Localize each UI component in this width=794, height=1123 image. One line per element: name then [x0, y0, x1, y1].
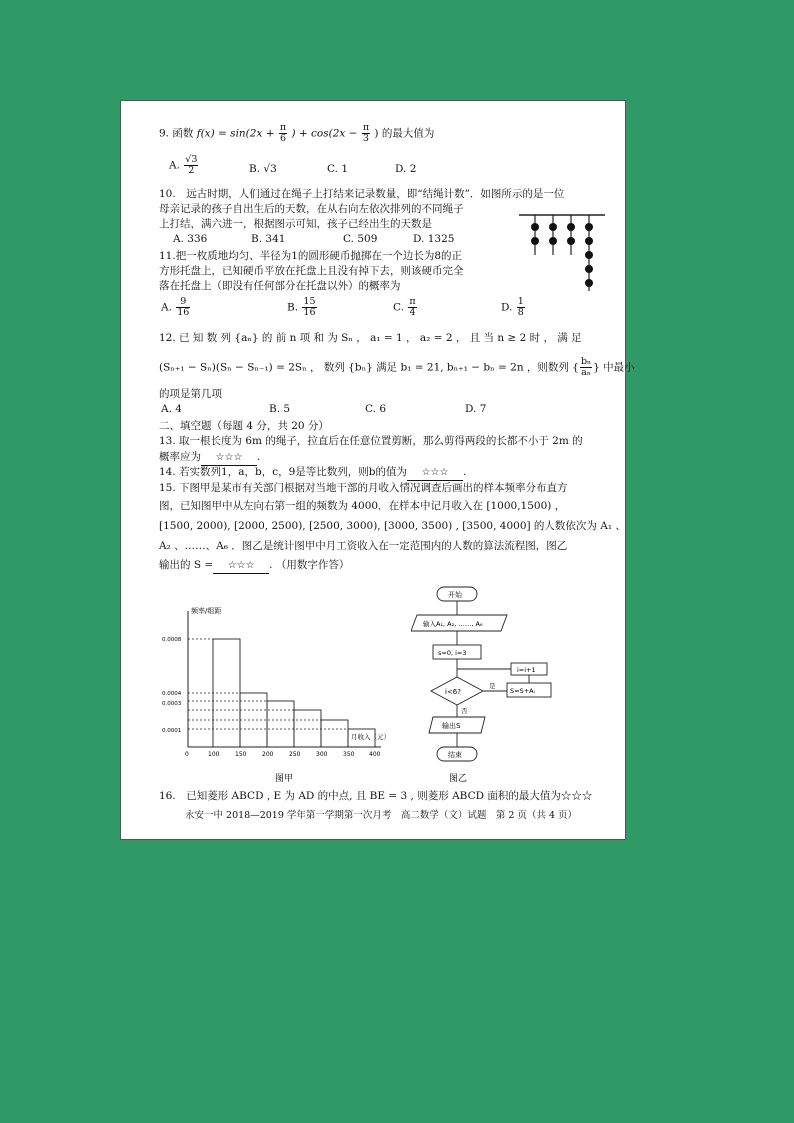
flowchart-figure — [411, 579, 581, 791]
flow-start-label: 开始 — [448, 591, 462, 599]
q10-option-c: C. 509 — [343, 233, 378, 245]
q9-function: f(x) = sin(2x + — [196, 127, 275, 140]
q15-line-4: A₂ 、……、A₆ ．图乙是统计图甲中月工资收入在一定范围内的人数的算法流程图，图乙 — [159, 540, 568, 552]
y-tick-2: 0.0004 — [162, 691, 182, 697]
y-tick-1: 0.0008 — [162, 637, 182, 643]
q10-line-3: 上打结，满六进一，根据图示可知，孩子已经出生的天数是 — [159, 218, 432, 230]
q10-line-2: 母亲记录的孩子自出生后的天数，在从右向左依次排列的不同绳子 — [159, 203, 464, 215]
flow-yes-label: 是 — [489, 682, 496, 690]
q12-option-b: B. 5 — [269, 403, 291, 415]
histogram-bar-5 — [321, 720, 348, 747]
q9-option-d: D. 2 — [395, 163, 417, 175]
flow-input-label: 输入A₁, A₂, ……, A₆ — [423, 620, 483, 628]
histogram-y-label: 频率/组距 — [191, 607, 222, 615]
y-tick-3: 0.0003 — [162, 701, 182, 707]
q10-option-a: A. 336 — [173, 233, 208, 245]
x-tick-7: 350 — [343, 751, 355, 758]
histogram-caption: 图甲 — [275, 774, 294, 784]
histogram-figure — [151, 601, 391, 791]
q15-line-2: 图，已知图甲中从左向右第一组的频数为 4000．在样本中记月收入在 [1000,1500) ， — [159, 500, 566, 512]
flow-output-label: 输出S — [442, 722, 461, 730]
section-2-heading: 二、填空题（每题 4 分，共 20 分） — [159, 420, 329, 432]
q13-line-2: 概率应为 ☆☆☆ . — [159, 450, 260, 466]
q12-line-1: 12. 已 知 数 列 {aₙ} 的 前 n 项 和 为 Sₙ ， a₁ = 1 ， a₂ = 2 ， 且 当 n ≥ 2 时 ， 满 足 — [159, 332, 582, 344]
flow-end-label: 结束 — [448, 751, 462, 759]
y-tick-4: 0.0001 — [162, 728, 182, 734]
q15-answer-blank: ☆☆☆ — [213, 559, 269, 574]
x-tick-1: 0 — [185, 751, 189, 758]
histogram-x-label: 月收入（元） — [351, 733, 390, 741]
q12-option-a: A. 4 — [161, 403, 182, 415]
q9-fraction-pi6: $\frac{\pi}{6}$ — [279, 122, 287, 144]
q9-suffix: ) 的最大值为 — [374, 127, 435, 140]
histogram-bar-4 — [294, 710, 321, 747]
q9-function-mid: ) + cos(2x − — [291, 127, 358, 140]
flow-condition-label: i<6? — [445, 688, 461, 696]
question-16: 16. 已知菱形 ABCD , E 为 AD 的中点, 且 BE = 3 , 则菱形 ABCD 面积的最大值为☆☆☆ — [159, 790, 593, 802]
question-9 — [159, 123, 434, 144]
q9-prefix: 9. 函数 — [159, 127, 194, 140]
q9-option-b: B. √3 — [249, 163, 277, 175]
q11-line-1: 11.把一枚质地均匀、半径为1的圆形硬币抛掷在一个边长为8的正 — [159, 250, 463, 262]
q10-option-d: D. 1325 — [413, 233, 455, 245]
q11-line-2: 方形托盘上，已知硬币平放在托盘上且没有掉下去，则该硬币完全 — [159, 265, 464, 277]
q11-line-3: 落在托盘上（即没有任何部分在托盘以外）的概率为 — [159, 280, 401, 292]
q10-option-b: B. 341 — [251, 233, 286, 245]
question-14: 14. 若实数列1，a，b，c，9是等比数列，则b的值为 ☆☆☆ . — [159, 465, 466, 481]
q12-line-2: (Sₙ₊₁ − Sₙ)(Sₙ − Sₙ₋₁) = 2Sₙ ， 数列 {bₙ} 满足 b₁ = 21, bₙ₊₁ − bₙ = 2n ，则数列 { $\frac{\text{bₙ}}{\text{aₙ}}$ } 中最小 — [159, 356, 635, 378]
histogram-bar-3 — [267, 701, 294, 747]
q15-line-1: 15. 下图甲是某市有关部门根据对当地干部的月收入情况调查后画出的样本频率分布直方 — [159, 482, 568, 494]
flow-step1-label: i=i+1 — [517, 666, 536, 674]
flow-step2-label: S=S+Aᵢ — [510, 687, 535, 695]
q10-line-1: 10. 远古时期，人们通过在绳子上打结来记录数量，即“结绳计数”．如图所示的是一位 — [159, 188, 565, 200]
q12-option-c: C. 6 — [365, 403, 387, 415]
x-tick-6: 300 — [316, 751, 328, 758]
q9-fraction-pi3: $\frac{\pi}{3}$ — [362, 122, 370, 144]
q11-option-b: B. $\frac{15}{16}$ — [287, 296, 316, 318]
q12-line-3: 的项是第几项 — [159, 388, 222, 400]
x-tick-8: 400 — [369, 751, 381, 758]
q13-answer-blank: ☆☆☆ — [201, 451, 257, 466]
exam-page — [120, 100, 635, 840]
knot-counting-figure — [517, 211, 609, 295]
q11-option-c: C. $\frac{\pi}{4}$ — [393, 296, 416, 318]
q15-line-5: 输出的 S = ☆☆☆ . （用数字作答） — [159, 558, 349, 574]
x-tick-2: 100 — [208, 751, 220, 758]
x-tick-3: 150 — [235, 751, 247, 758]
x-tick-4: 200 — [262, 751, 274, 758]
q12-option-d: D. 7 — [465, 403, 487, 415]
q15-line-3: [1500, 2000), [2000, 2500), [2500, 3000), [3000, 3500) , [3500, 4000] 的人数依次为 A₁ 、 — [159, 520, 626, 532]
page-footer: 永安一中 2018—2019 学年第一学期第一次月考 高二数学（文）试题 第 2 页（共 4 页） — [185, 810, 578, 821]
flow-init-label: s=0, i=3 — [438, 649, 467, 657]
q11-option-d: D. $\frac{1}{8}$ — [501, 296, 524, 318]
q13-line-1: 13. 取一根长度为 6m 的绳子，拉直后在任意位置剪断，那么剪得两段的长都不小于 2m 的 — [159, 435, 583, 447]
q11-option-a: A. $\frac{9}{16}$ — [161, 296, 190, 318]
flow-no-label: 否 — [461, 707, 468, 715]
q9-option-c: C. 1 — [327, 163, 349, 175]
flowchart-caption: 图乙 — [449, 774, 468, 784]
q14-answer-blank: ☆☆☆ — [407, 466, 463, 481]
q9-option-a: A. $\frac{√3}{2}$ — [169, 154, 198, 176]
x-tick-5: 250 — [289, 751, 301, 758]
